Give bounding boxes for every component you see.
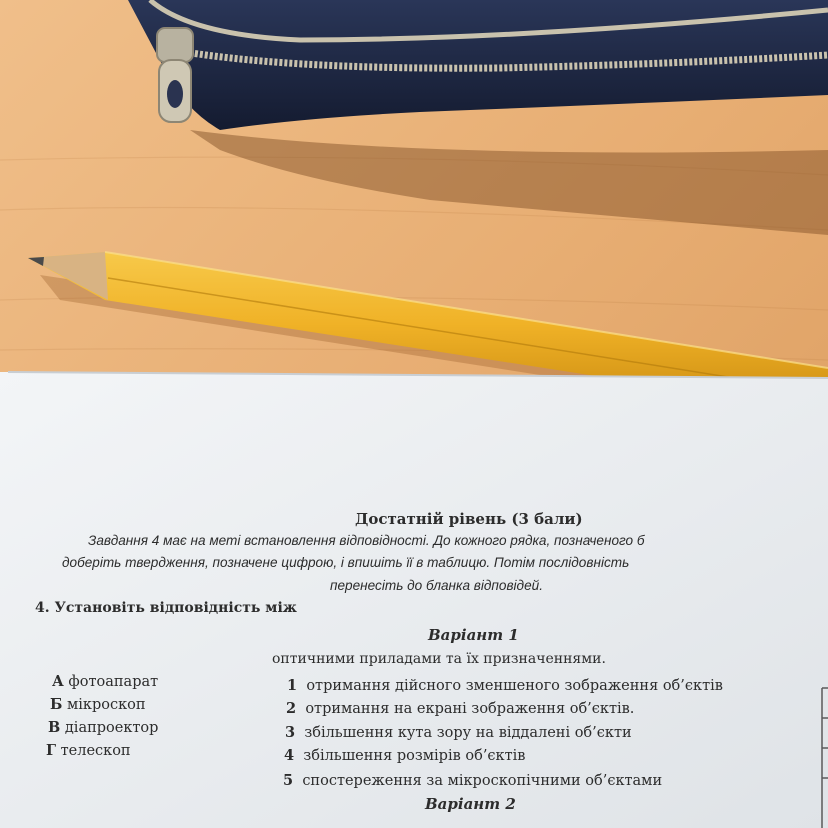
instructions-line-2: доберіть твердження, позначене цифрою, і впишіть її в таблицю. Потім послідовність	[62, 555, 630, 570]
letter-item	[52, 673, 158, 690]
letter-label: Б	[50, 696, 63, 713]
number-label: 4	[284, 747, 295, 764]
number-item	[285, 724, 632, 741]
number-text: збільшення розмірів об’єктів	[303, 748, 526, 764]
level-heading: Достатній рівень (3 бали)	[355, 510, 583, 528]
number-label: 2	[286, 700, 297, 717]
letter-text: телескоп	[60, 743, 131, 759]
variant1-subtitle: оптичними приладами та їх призначеннями.	[272, 651, 606, 667]
variant1-title: Варіант 1	[428, 626, 519, 644]
letter-text: мікроскоп	[67, 697, 146, 713]
letter-text: діапроектор	[64, 720, 159, 736]
instructions-line-1: Завдання 4 має на меті встановлення відповідності. До кожного рядка, позначеного б	[88, 533, 645, 548]
number-item	[286, 700, 634, 717]
number-label: 3	[285, 724, 296, 741]
number-label: 1	[287, 677, 298, 694]
zipper-pull	[157, 28, 193, 122]
letter-text: фотоапарат	[68, 674, 159, 690]
number-item	[287, 677, 723, 694]
letter-item	[50, 696, 146, 713]
letter-label: В	[48, 719, 61, 736]
letter-item	[48, 719, 158, 736]
number-text: отримання на екрані зображення об’єктів.	[305, 701, 635, 717]
number-item	[284, 747, 525, 764]
letter-item	[46, 742, 131, 759]
number-text: спостереження за мікроскопічними об’єктами	[302, 773, 663, 789]
letter-label: А	[52, 673, 64, 690]
number-text: отримання дійсного зменшеного зображення об’єктів	[306, 678, 723, 694]
number-item	[283, 772, 662, 789]
letter-label: Г	[46, 742, 57, 759]
variant2-title: Варіант 2	[425, 795, 516, 813]
task-statement: 4. Установіть відповідність між	[35, 600, 297, 616]
number-text: збільшення кута зору на віддалені об’єкти	[304, 725, 632, 741]
number-label: 5	[283, 772, 294, 789]
instructions-line-3: перенесіть до бланка відповідей.	[330, 578, 543, 593]
